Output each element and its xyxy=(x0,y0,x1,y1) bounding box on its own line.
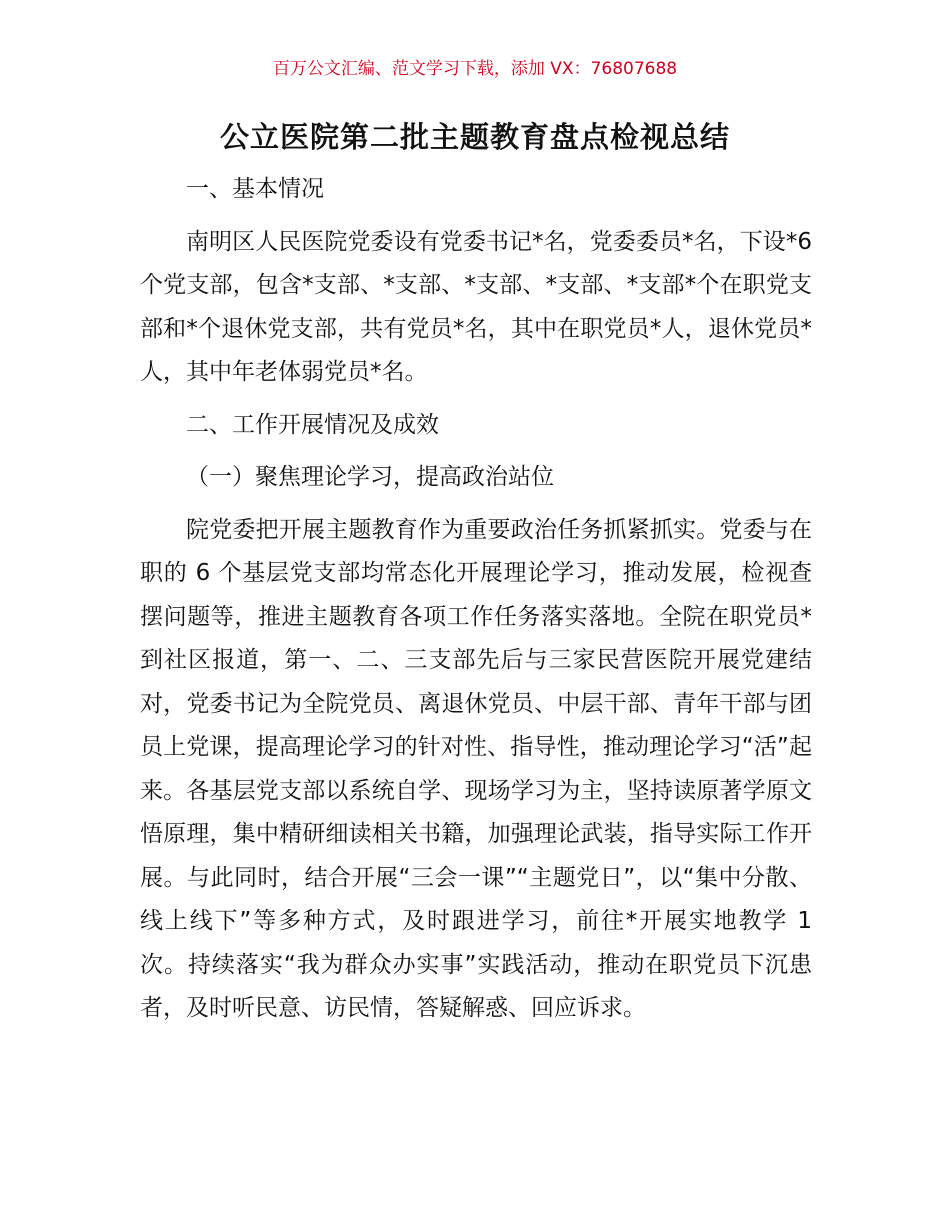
header-note: 百万公文汇编、范文学习下载，添加 VX：76807688 xyxy=(272,59,678,79)
subsection-heading-theory-study: （一）聚焦理论学习，提高政治站位 xyxy=(186,464,554,490)
paragraph-theory-study: 院党委把开展主题教育作为重要政治任务抓紧抓实。党委与在职的 6 个基层党支部均常态化开展理论学习，推动发展，检视查摆问题等，推进主题教育各项工作任务落实落地。全院在职党员*到社区报道，第一、二、三支部先后与三家民营医院开展党建结对，党委书记为全院党员、离退休党员、中层干部、青年干部与团员上党课，提高理论学习的针对性、指导性，推动理论学习“活”起来。各基层党支部以系统自学、现场学习为主，坚持读原著学原文悟原理，集中精研细读相关书籍，加强理论武装，指导实际工作开展。与此同时，结合开展“三会一课”“主题党日”，以“集中分散、线上线下”等多种方式，及时跟进学习，前往*开展实地教学 1 次。持续落实“我为群众办实事”实践活动，推动在职党员下沉患者，及时听民意、访民情，答疑解惑、回应诉求。 xyxy=(140,516,812,1021)
document-title: 公立医院第二批主题教育盘点检视总结 xyxy=(219,120,730,154)
section-heading-basic-info: 一、基本情况 xyxy=(186,176,324,202)
section-heading-work-progress: 二、工作开展情况及成效 xyxy=(186,411,439,438)
paragraph-basic-info: 南明区人民医院党委设有党委书记*名，党委委员*名，下设*6 个党支部，包含*支部、*支部、*支部、*支部、*支部*个在职党支部和*个退休党支部，共有党员*名，其中在职党员*人，退休党员*人，其中年老体弱党员*名。 xyxy=(140,228,812,385)
document-body xyxy=(140,168,812,1031)
